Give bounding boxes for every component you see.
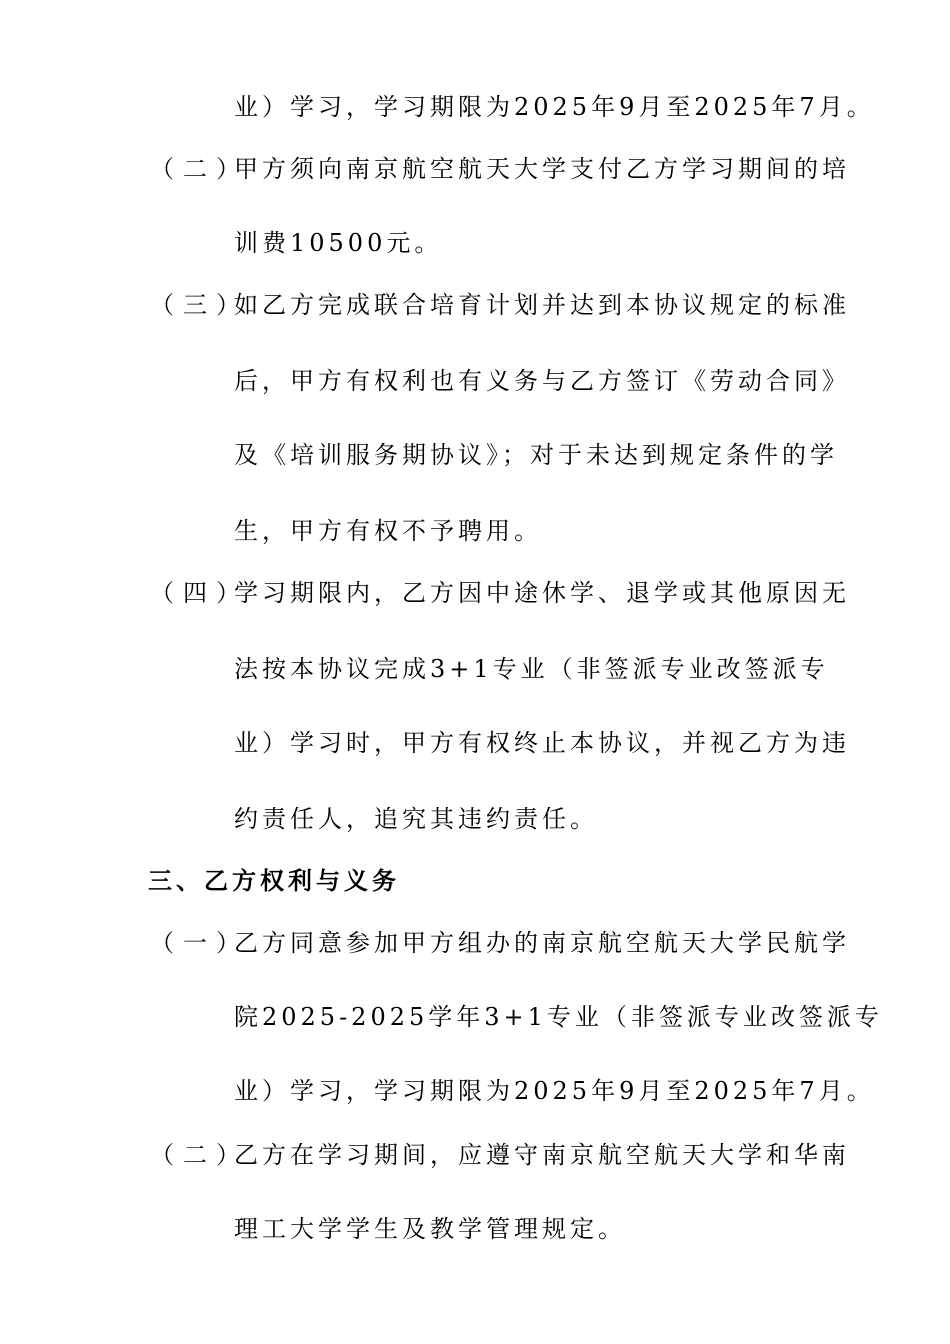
paragraph-line: 如乙方完成联合培育计划并达到本协议规定的标准 bbox=[234, 291, 850, 319]
clause-marker: （二） bbox=[150, 155, 249, 183]
paragraph-line: 院2025-2025学年3+1专业（非签派专业改签派专 bbox=[234, 1003, 883, 1031]
paragraph-line: 业）学习，学习期限为2025年9月至2025年7月。 bbox=[234, 1077, 875, 1105]
paragraph-line: 业）学习时，甲方有权终止本协议，并视乙方为违 bbox=[234, 729, 850, 757]
clause-marker: （一） bbox=[150, 929, 249, 957]
paragraph-line: 甲方须向南京航空航天大学支付乙方学习期间的培 bbox=[234, 155, 850, 183]
paragraph-line: 乙方同意参加甲方组办的南京航空航天大学民航学 bbox=[234, 929, 850, 957]
paragraph-line: 学习期限内，乙方因中途休学、退学或其他原因无 bbox=[234, 579, 850, 607]
paragraph-line: 训费10500元。 bbox=[234, 229, 443, 257]
section-heading: 三、乙方权利与义务 bbox=[148, 866, 400, 895]
paragraph-line: 法按本协议完成3+1专业（非签派专业改签派专 bbox=[234, 655, 829, 683]
clause-marker: （四） bbox=[150, 579, 249, 607]
paragraph-line: 后，甲方有权利也有义务与乙方签订《劳动合同》 bbox=[234, 367, 850, 395]
paragraph-line: 理工大学学生及教学管理规定。 bbox=[234, 1215, 626, 1243]
paragraph-line: 约责任人，追究其违约责任。 bbox=[234, 805, 598, 833]
paragraph-line: 生，甲方有权不予聘用。 bbox=[234, 517, 542, 545]
paragraph-line: 业）学习，学习期限为2025年9月至2025年7月。 bbox=[234, 93, 875, 121]
clause-marker: （三） bbox=[150, 291, 249, 319]
paragraph-line: 及《培训服务期协议》；对于未达到规定条件的学 bbox=[234, 441, 838, 469]
clause-marker: （二） bbox=[150, 1141, 249, 1169]
paragraph-line: 乙方在学习期间，应遵守南京航空航天大学和华南 bbox=[234, 1141, 850, 1169]
